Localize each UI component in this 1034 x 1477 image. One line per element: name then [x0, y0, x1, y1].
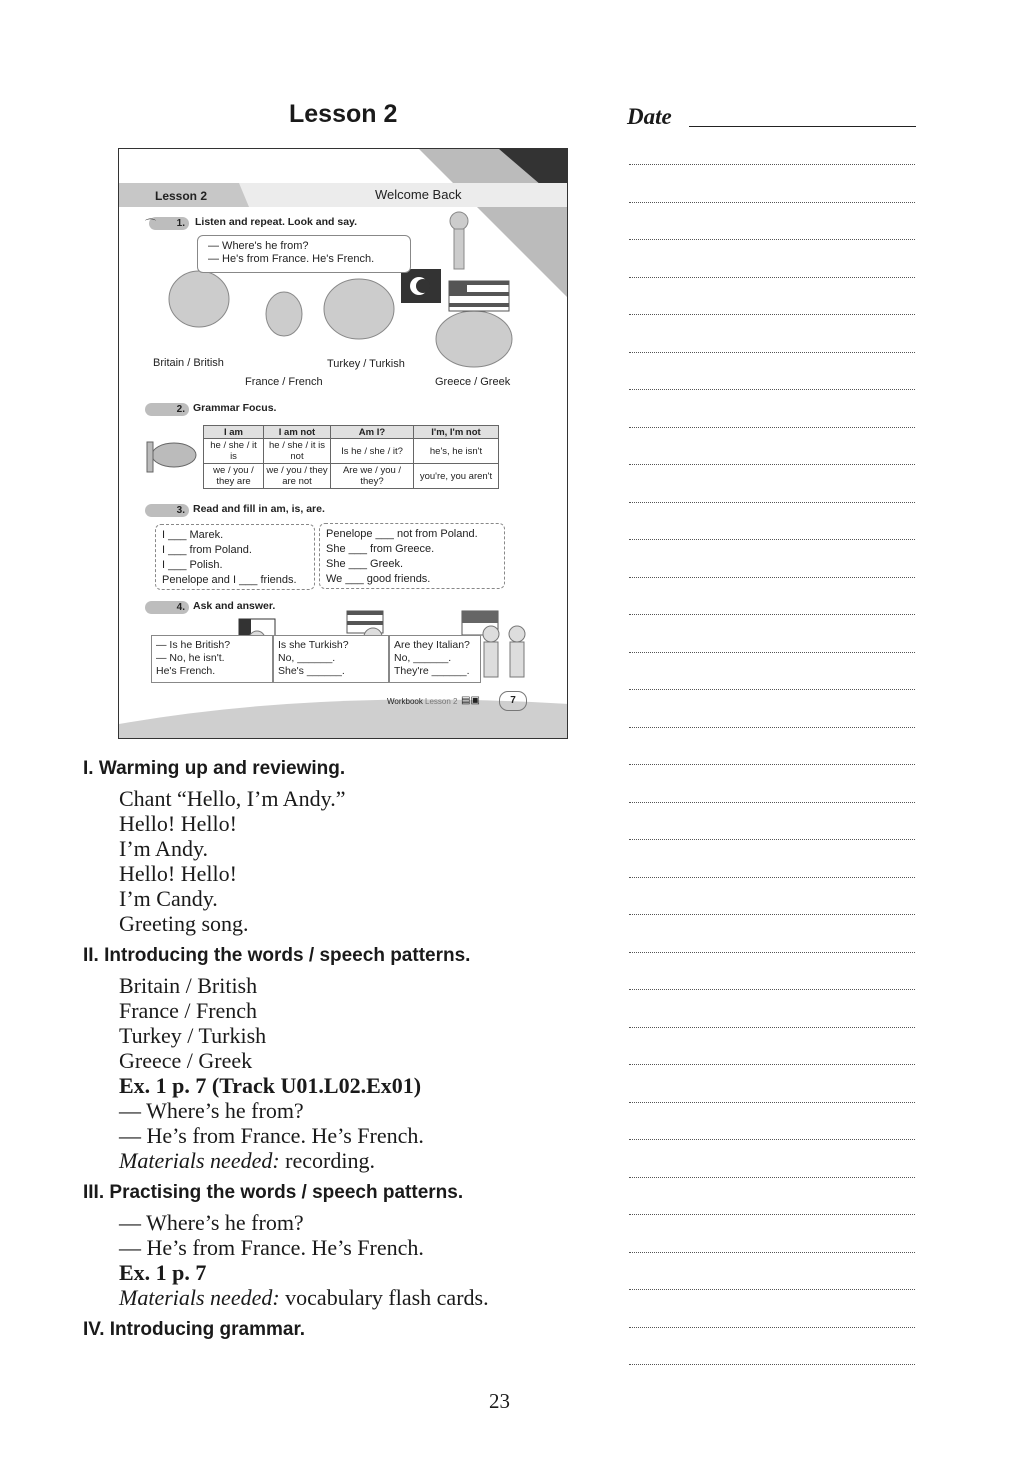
note-line [629, 614, 915, 615]
ex1-instruction: Listen and repeat. Look and say. [195, 216, 358, 228]
ex4-instruction: Ask and answer. [193, 600, 276, 612]
body-line: France / French [119, 998, 258, 1023]
note-line [629, 502, 915, 503]
ex4-line: — No, he isn't. [156, 652, 225, 664]
note-line [629, 877, 915, 878]
note-line [629, 1289, 915, 1290]
ex4-number: 4. [145, 601, 189, 614]
note-line [629, 202, 915, 203]
section-heading: III. Practising the words / speech patterns. [83, 1182, 464, 1203]
materials-label: Materials needed: [119, 1148, 280, 1173]
section-heading: I. Warming up and reviewing. [83, 758, 346, 779]
materials-value: recording. [279, 1148, 375, 1173]
note-line [629, 1102, 915, 1103]
ex3-instruction: Read and fill in am, is, are. [193, 503, 325, 515]
exercise-reference: Ex. 1 p. 7 [119, 1260, 207, 1285]
country-label: France / French [245, 376, 323, 388]
body-line: I’m Andy. [119, 836, 209, 861]
body-line: — He’s from France. He’s French. [119, 1235, 424, 1260]
body-line: Britain / British [119, 973, 258, 998]
body-line: — Where’s he from? [119, 1098, 304, 1123]
ex4-box [151, 635, 273, 683]
ex3-line: I ___ Polish. [162, 559, 223, 571]
ex1-dialogue-line: — Where's he from? [208, 240, 309, 252]
body-line: Chant “Hello, I’m Andy.” [119, 786, 346, 811]
date-label: Date [627, 104, 672, 129]
note-line [629, 1327, 915, 1328]
materials-value: vocabulary flash cards. [279, 1285, 489, 1310]
body-line: I’m Candy. [119, 886, 218, 911]
exercise-reference: Ex. 1 p. 7 (Track U01.L02.Ex01) [119, 1073, 422, 1098]
materials-line [119, 1285, 489, 1311]
ex4-line: Are they Italian? [394, 639, 470, 651]
headphones-icon: ⌒ [145, 219, 156, 231]
ex4-line: — Is he British? [156, 639, 231, 651]
ex4-line: She's ______. [278, 665, 345, 677]
note-line [629, 839, 915, 840]
note-line [629, 1027, 915, 1028]
ex4-line: Is she Turkish? [278, 639, 349, 651]
ex4-box [273, 635, 389, 683]
ex2-instruction: Grammar Focus. [193, 402, 277, 414]
ex3-line: She ___ Greek. [326, 558, 404, 570]
ex1-number: 1. [149, 217, 189, 230]
page-number: 23 [489, 1389, 510, 1413]
book-footer-workbook: Workbook [387, 697, 423, 706]
country-label: Turkey / Turkish [327, 358, 405, 370]
note-line [629, 1252, 915, 1253]
note-line [629, 1364, 915, 1365]
grammar-cell: you're, you aren't [414, 464, 499, 489]
note-line [629, 989, 915, 990]
body-line: Greeting song. [119, 911, 249, 936]
grammar-cell: we / you / they are not [264, 464, 331, 489]
grammar-cell: he's, he isn't [414, 439, 499, 464]
body-line: — Where’s he from? [119, 1210, 304, 1235]
ex3-line: Penelope ___ not from Poland. [326, 528, 478, 540]
note-line [629, 764, 915, 765]
grammar-cell: we / you / they are [204, 464, 264, 489]
ex4-line: No, ______. [278, 652, 336, 664]
ex3-right-box [319, 523, 505, 589]
ex4-line: He's French. [156, 665, 216, 677]
note-line [629, 464, 915, 465]
note-line [629, 427, 915, 428]
book-lesson-tab: Lesson 2 [155, 189, 208, 203]
note-line [629, 689, 915, 690]
plane-illustration [147, 442, 196, 472]
grammar-cell: he / she / it is not [264, 439, 331, 464]
note-line [629, 1139, 915, 1140]
note-line [629, 164, 915, 165]
materials-label: Materials needed: [119, 1285, 280, 1310]
grammar-cell: I am [204, 426, 264, 439]
ex1-dialogue-line: — He's from France. He's French. [208, 253, 375, 265]
book-unit-title: Welcome Back [375, 187, 462, 202]
body-line: Turkey / Turkish [119, 1023, 267, 1048]
grammar-cell: I'm, I'm not [414, 426, 499, 439]
section-heading: II. Introducing the words / speech patterns. [83, 945, 471, 966]
ex3-number: 3. [145, 504, 189, 517]
ex4-box [389, 635, 481, 683]
book-page-number: 7 [499, 691, 527, 711]
ex3-line: She ___ from Greece. [326, 543, 435, 555]
ex1-dialogue-bubble [197, 235, 411, 273]
ex3-line: I ___ from Poland. [162, 544, 252, 556]
note-line [629, 539, 915, 540]
note-line [629, 239, 915, 240]
country-label: Britain / British [153, 357, 224, 369]
book-footer-lesson: Lesson 2 [425, 697, 458, 706]
note-line [629, 802, 915, 803]
grammar-cell: he / she / it is [204, 439, 264, 464]
grammar-cell: Are we / you / they? [331, 464, 414, 489]
note-line [629, 1214, 915, 1215]
ex3-left-box [155, 524, 315, 590]
textbook-page-image [118, 148, 568, 739]
ex3-line: I ___ Marek. [162, 529, 224, 541]
country-label: Greece / Greek [435, 376, 511, 388]
ex4-line: No, ______. [394, 652, 452, 664]
ex3-line: Penelope and I ___ friends. [162, 574, 297, 586]
materials-line [119, 1148, 375, 1174]
grammar-table [203, 425, 499, 489]
lesson-title: Lesson 2 [289, 100, 398, 128]
grammar-cell: Am I? [331, 426, 414, 439]
body-line: — He’s from France. He’s French. [119, 1123, 424, 1148]
greece-flag [449, 281, 509, 311]
workbook-icon: ▤▣ [461, 695, 480, 706]
note-line [629, 314, 915, 315]
body-line: Hello! Hello! [119, 811, 237, 836]
date-line [689, 126, 916, 127]
note-line [629, 952, 915, 953]
note-line [629, 389, 915, 390]
note-line [629, 914, 915, 915]
note-line [629, 1064, 915, 1065]
note-line [629, 652, 915, 653]
note-line [629, 352, 915, 353]
body-line: Greece / Greek [119, 1048, 253, 1073]
section-heading: IV. Introducing grammar. [83, 1319, 306, 1340]
ex2-number: 2. [145, 403, 189, 416]
grammar-cell: I am not [264, 426, 331, 439]
ex3-line: We ___ good friends. [326, 573, 431, 585]
grammar-cell: Is he / she / it? [331, 439, 414, 464]
note-line [629, 727, 915, 728]
note-line [629, 1177, 915, 1178]
note-line [629, 277, 915, 278]
ex4-line: They're ______. [394, 665, 470, 677]
body-line: Hello! Hello! [119, 861, 237, 886]
note-line [629, 577, 915, 578]
